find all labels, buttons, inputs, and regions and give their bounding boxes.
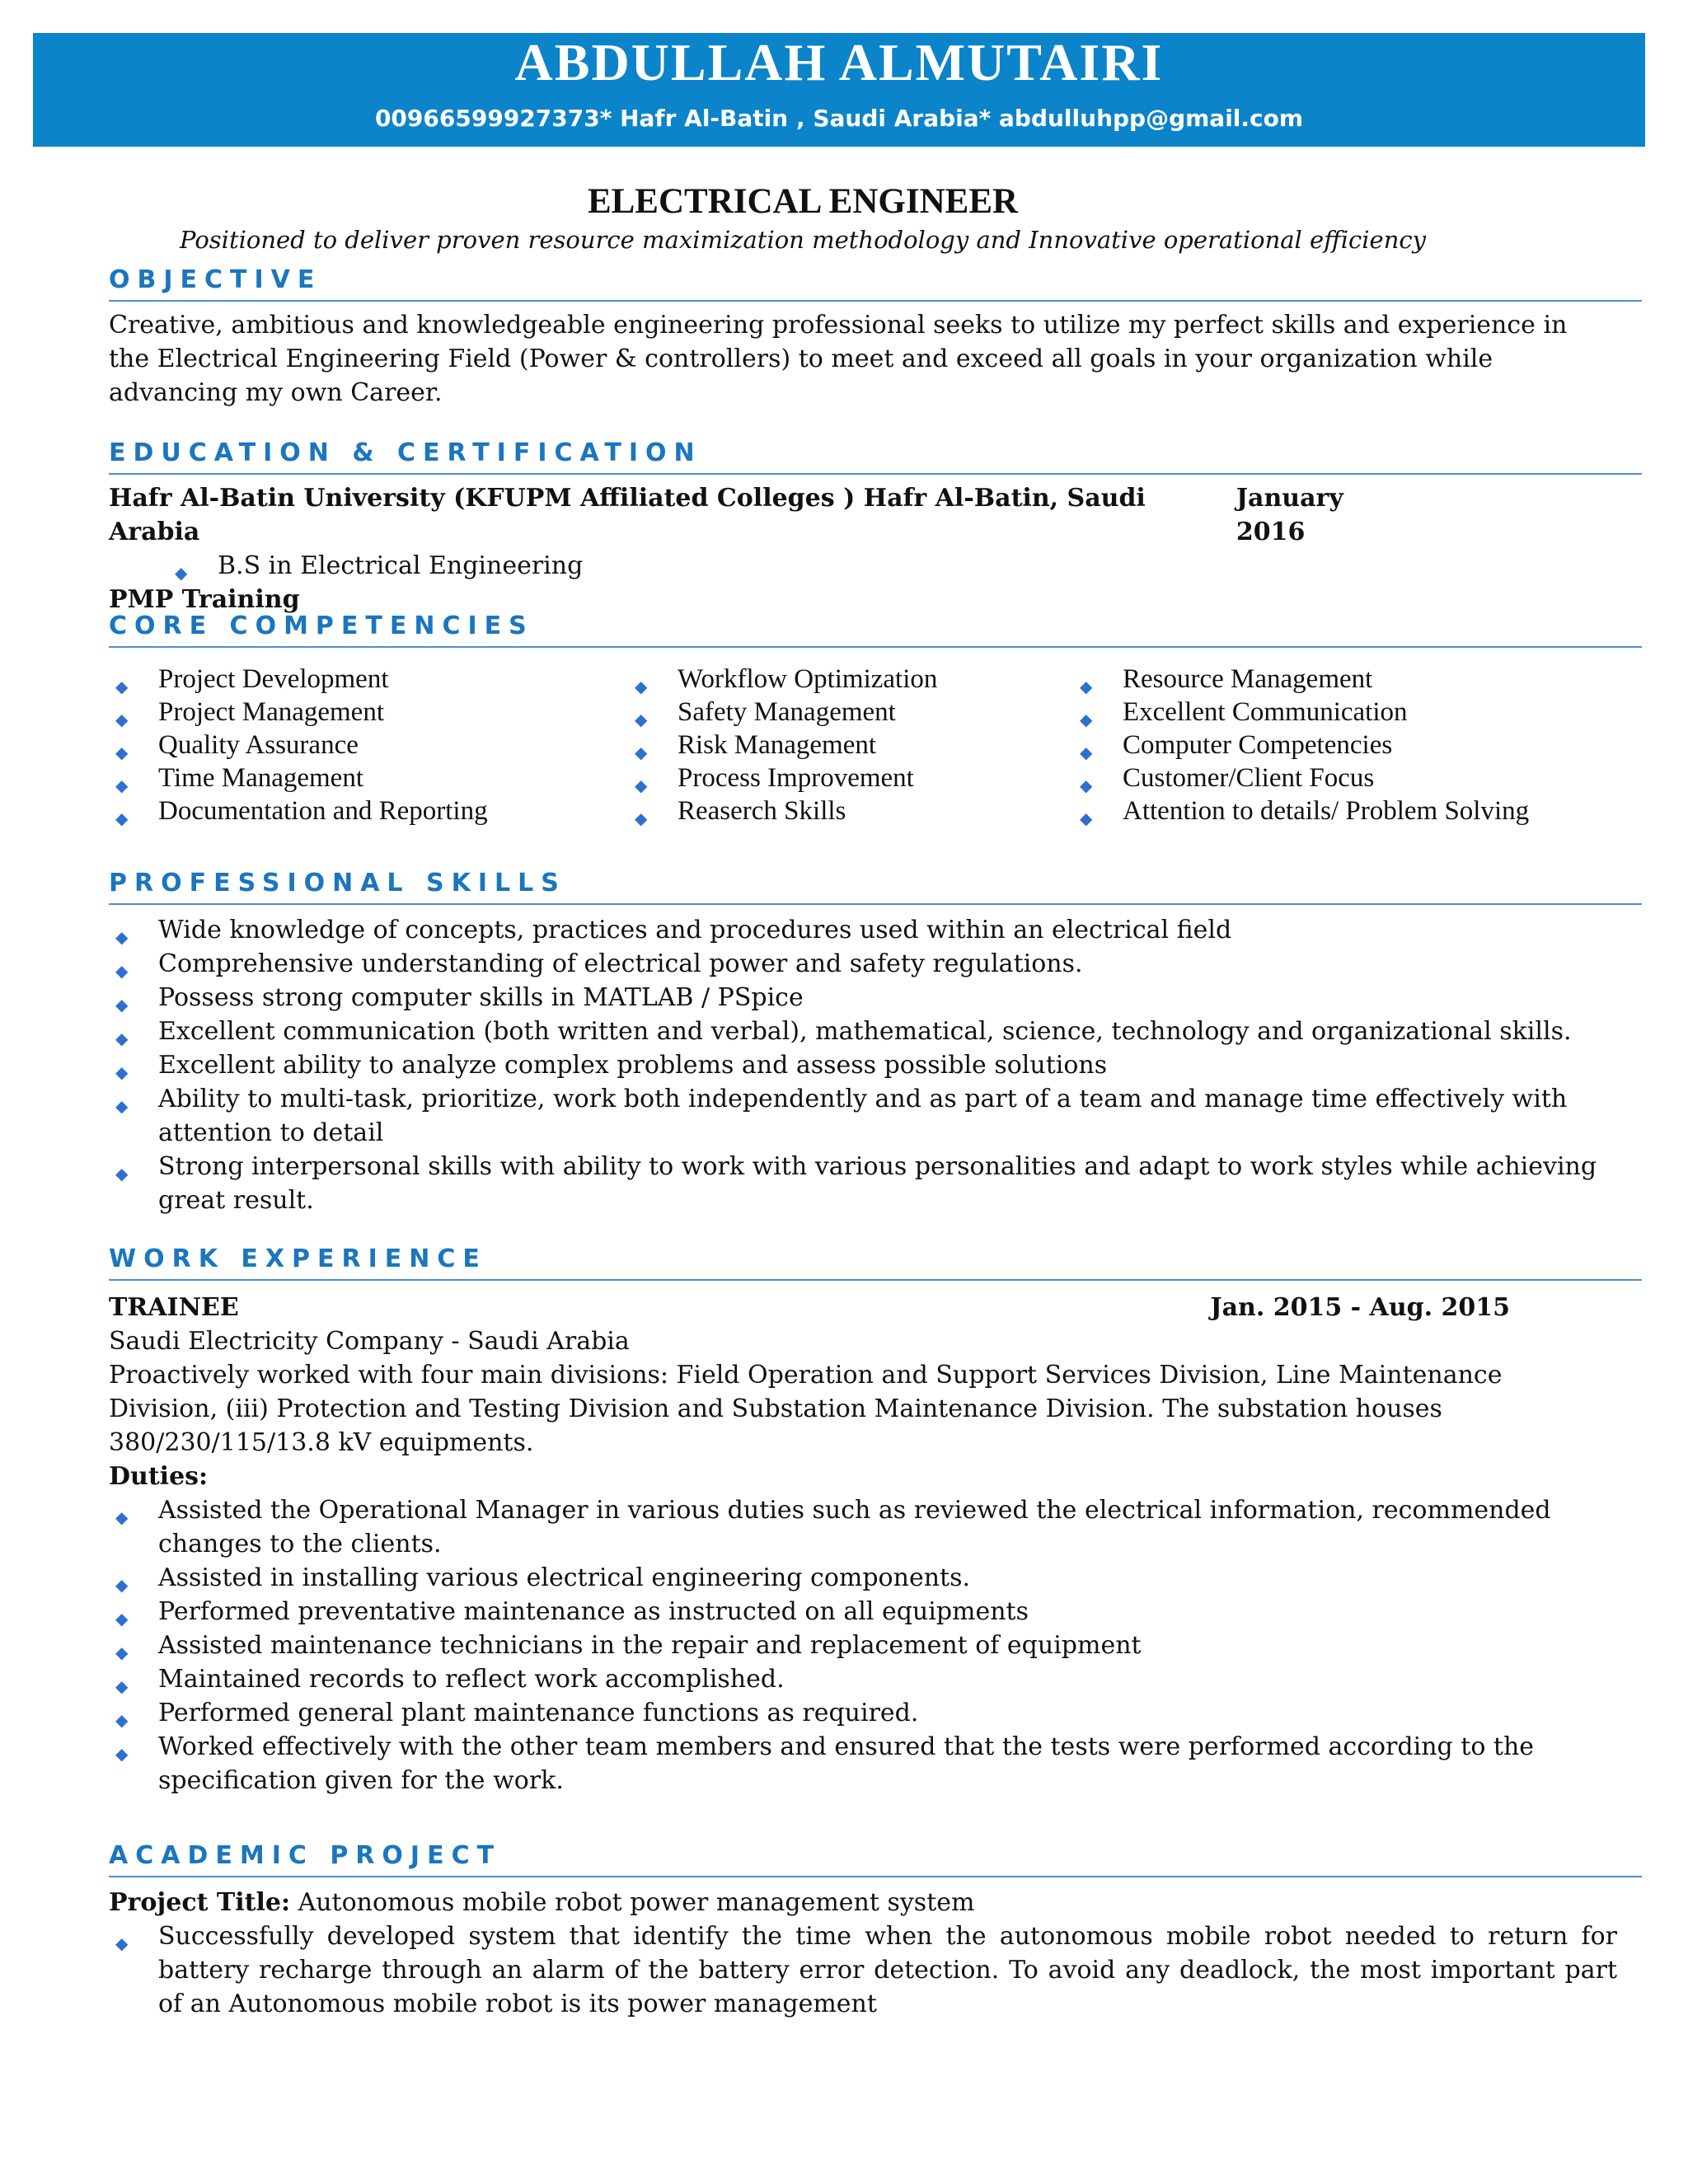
header-banner bbox=[33, 33, 1645, 147]
experience-section bbox=[109, 1243, 1642, 1797]
contact-line: 00966599927373* Hafr Al-Batin , Saudi Arabia* abdulluhpp@gmail.com bbox=[374, 105, 1304, 132]
bullet-icon: ◆ bbox=[1080, 710, 1093, 729]
bullet-icon: ◆ bbox=[115, 776, 129, 795]
bullet-icon: ◆ bbox=[115, 1096, 129, 1116]
bullet-icon: ◆ bbox=[115, 1164, 129, 1183]
graduation-date: January 2016 bbox=[1236, 484, 1343, 546]
list-item: ◆ Attention to details/ Problem Solving bbox=[1073, 794, 1601, 827]
section-title: EDUCATION & CERTIFICATION bbox=[109, 437, 1642, 475]
list-item: ◆ Project Management bbox=[109, 696, 628, 729]
bullet-icon: ◆ bbox=[115, 1029, 129, 1048]
section-title: OBJECTIVE bbox=[109, 264, 1642, 302]
list-item: ◆ Process Improvement bbox=[628, 762, 1073, 794]
company-name: Saudi Electricity Company - Saudi Arabia bbox=[109, 1327, 630, 1356]
list-item: ◆ Comprehensive understanding of electrical power and safety regulations. bbox=[109, 947, 1617, 981]
list-item: ◆ Excellent Communication bbox=[1073, 696, 1601, 729]
project-name: Autonomous mobile robot power management system bbox=[290, 1888, 975, 1917]
list-item: ◆ Strong interpersonal skills with ability to work with various personalities and adapt to work styles while achieving great result. bbox=[115, 1152, 1597, 1215]
list-item: ◆ Performed general plant maintenance functions as required. bbox=[109, 1696, 1617, 1730]
project-section bbox=[109, 1840, 1642, 2021]
list-item: ◆ Excellent ability to analyze complex problems and assess possible solutions bbox=[109, 1048, 1617, 1082]
bullet-icon: ◆ bbox=[115, 808, 129, 828]
list-item: ◆ Wide knowledge of concepts, practices and procedures used within an electrical field bbox=[109, 913, 1617, 947]
list-item: ◆ Risk Management bbox=[628, 729, 1073, 762]
position-title: TRAINEE bbox=[109, 1293, 239, 1322]
list-item: ◆ Resource Management bbox=[1073, 663, 1601, 696]
duties-list bbox=[109, 1493, 1617, 1797]
section-title: ACADEMIC PROJECT bbox=[109, 1840, 1642, 1877]
employment-dates: Jan. 2015 - Aug. 2015 bbox=[1210, 1293, 1510, 1322]
bullet-icon: ◆ bbox=[115, 1609, 129, 1629]
bullet-icon: ◆ bbox=[635, 776, 648, 795]
bullet-icon: ◆ bbox=[115, 1575, 129, 1595]
bullet-icon: ◆ bbox=[635, 710, 648, 729]
list-item: ◆ Excellent communication (both written and verbal), mathematical, science, technology and organizational skills. bbox=[109, 1015, 1617, 1048]
list-item: ◆ Time Management bbox=[109, 762, 628, 794]
bullet-icon: ◆ bbox=[635, 743, 648, 762]
competencies-section bbox=[109, 610, 1642, 827]
bullet-icon: ◆ bbox=[1080, 808, 1093, 828]
job-title: ELECTRICAL ENGINEER bbox=[587, 182, 1019, 221]
list-item: ◆ Customer/Client Focus bbox=[1073, 762, 1601, 794]
list-item: ◆ Maintained records to reflect work accomplished. bbox=[109, 1662, 1617, 1696]
bullet-icon: ◆ bbox=[1080, 776, 1093, 795]
objective-text: Creative, ambitious and knowledgeable engineering professional seeks to utilize my perfect skills and experience in the Electrical Engineering Field (Power & controllers) to meet and exceed all goals in your organization while advancing my own Career. bbox=[109, 311, 1568, 407]
bullet-icon: ◆ bbox=[115, 1933, 129, 1953]
list-item: ◆ Project Development bbox=[109, 663, 628, 696]
project-list bbox=[109, 1919, 1617, 2021]
list-item: ◆ Possess strong computer skills in MATLAB / PSpice bbox=[109, 981, 1617, 1015]
objective-section bbox=[109, 264, 1642, 410]
bullet-icon: ◆ bbox=[115, 710, 129, 729]
training: PMP Training bbox=[109, 585, 300, 614]
section-title: CORE COMPETENCIES bbox=[109, 610, 1642, 648]
list-item: ◆ Quality Assurance bbox=[109, 729, 628, 762]
project-title-line bbox=[109, 1886, 1617, 1919]
project-title-label: Project Title: bbox=[109, 1888, 291, 1917]
bullet-icon: ◆ bbox=[115, 677, 129, 696]
degree: B.S in Electrical Engineering bbox=[218, 551, 584, 580]
tagline: Positioned to deliver proven resource maximization methodology and Innovative operational efficiency bbox=[179, 226, 1426, 254]
school-name: Hafr Al-Batin University (KFUPM Affiliated Colleges ) Hafr Al-Batin, Saudi Arabia bbox=[109, 484, 1146, 546]
bullet-icon: ◆ bbox=[175, 563, 188, 583]
section-title: PROFESSIONAL SKILLS bbox=[109, 867, 1642, 905]
bullet-icon: ◆ bbox=[115, 1676, 129, 1696]
experience-summary: Proactively worked with four main divisions: Field Operation and Support Services Division, Line Maintenance Division, (iii) Protection and Testing Division and Substation Maintenance Division. The substation houses 380/230/115/13.8 kV equipments. bbox=[109, 1361, 1503, 1457]
list-item: ◆ Workflow Optimization bbox=[628, 663, 1073, 696]
competency-column-1 bbox=[109, 663, 628, 827]
bullet-icon: ◆ bbox=[115, 1744, 129, 1764]
bullet-icon: ◆ bbox=[1080, 743, 1093, 762]
education-section bbox=[109, 437, 1642, 616]
bullet-icon: ◆ bbox=[115, 1710, 129, 1730]
list-item: ◆ Worked effectively with the other team members and ensured that the tests were performed according to the specification given for the work. bbox=[115, 1732, 1535, 1795]
list-item: ◆ Successfully developed system that identify the time when the autonomous mobile robot needed to return for battery recharge through an alarm of the battery error detection. To avoid any deadlock, the most important part of an Autonomous mobile robot is its power management bbox=[115, 1922, 1617, 2018]
list-item: ◆ Safety Management bbox=[628, 696, 1073, 729]
section-title: WORK EXPERIENCE bbox=[109, 1243, 1642, 1281]
bullet-icon: ◆ bbox=[115, 743, 129, 762]
bullet-icon: ◆ bbox=[635, 808, 648, 828]
bullet-icon: ◆ bbox=[115, 995, 129, 1015]
candidate-name: ABDULLAH ALMUTAIRI bbox=[514, 33, 1164, 91]
list-item: ◆ Performed preventative maintenance as instructed on all equipments bbox=[109, 1595, 1617, 1629]
list-item: ◆ Reaserch Skills bbox=[628, 794, 1073, 827]
list-item bbox=[168, 549, 1642, 583]
competency-column-2 bbox=[628, 663, 1073, 827]
skills-section bbox=[109, 867, 1642, 1217]
list-item: ◆ Computer Competencies bbox=[1073, 729, 1601, 762]
list-item: ◆ Assisted the Operational Manager in various duties such as reviewed the electrical information, recommended changes to the clients. bbox=[115, 1496, 1551, 1558]
bullet-icon: ◆ bbox=[1080, 677, 1093, 696]
bullet-icon: ◆ bbox=[115, 927, 129, 947]
skills-list bbox=[109, 913, 1617, 1217]
list-item: ◆ Ability to multi-task, prioritize, work both independently and as part of a team and manage time effectively with attention to detail bbox=[115, 1085, 1568, 1147]
bullet-icon: ◆ bbox=[635, 677, 648, 696]
bullet-icon: ◆ bbox=[115, 1643, 129, 1662]
bullet-icon: ◆ bbox=[115, 1507, 129, 1527]
list-item: ◆ Assisted maintenance technicians in the repair and replacement of equipment bbox=[109, 1629, 1617, 1662]
list-item: ◆ Assisted in installing various electrical engineering components. bbox=[109, 1561, 1617, 1595]
competency-column-3 bbox=[1073, 663, 1601, 827]
duties-label: Duties: bbox=[109, 1462, 209, 1491]
list-item: ◆ Documentation and Reporting bbox=[109, 794, 628, 827]
bullet-icon: ◆ bbox=[115, 961, 129, 981]
bullet-icon: ◆ bbox=[115, 1062, 129, 1082]
